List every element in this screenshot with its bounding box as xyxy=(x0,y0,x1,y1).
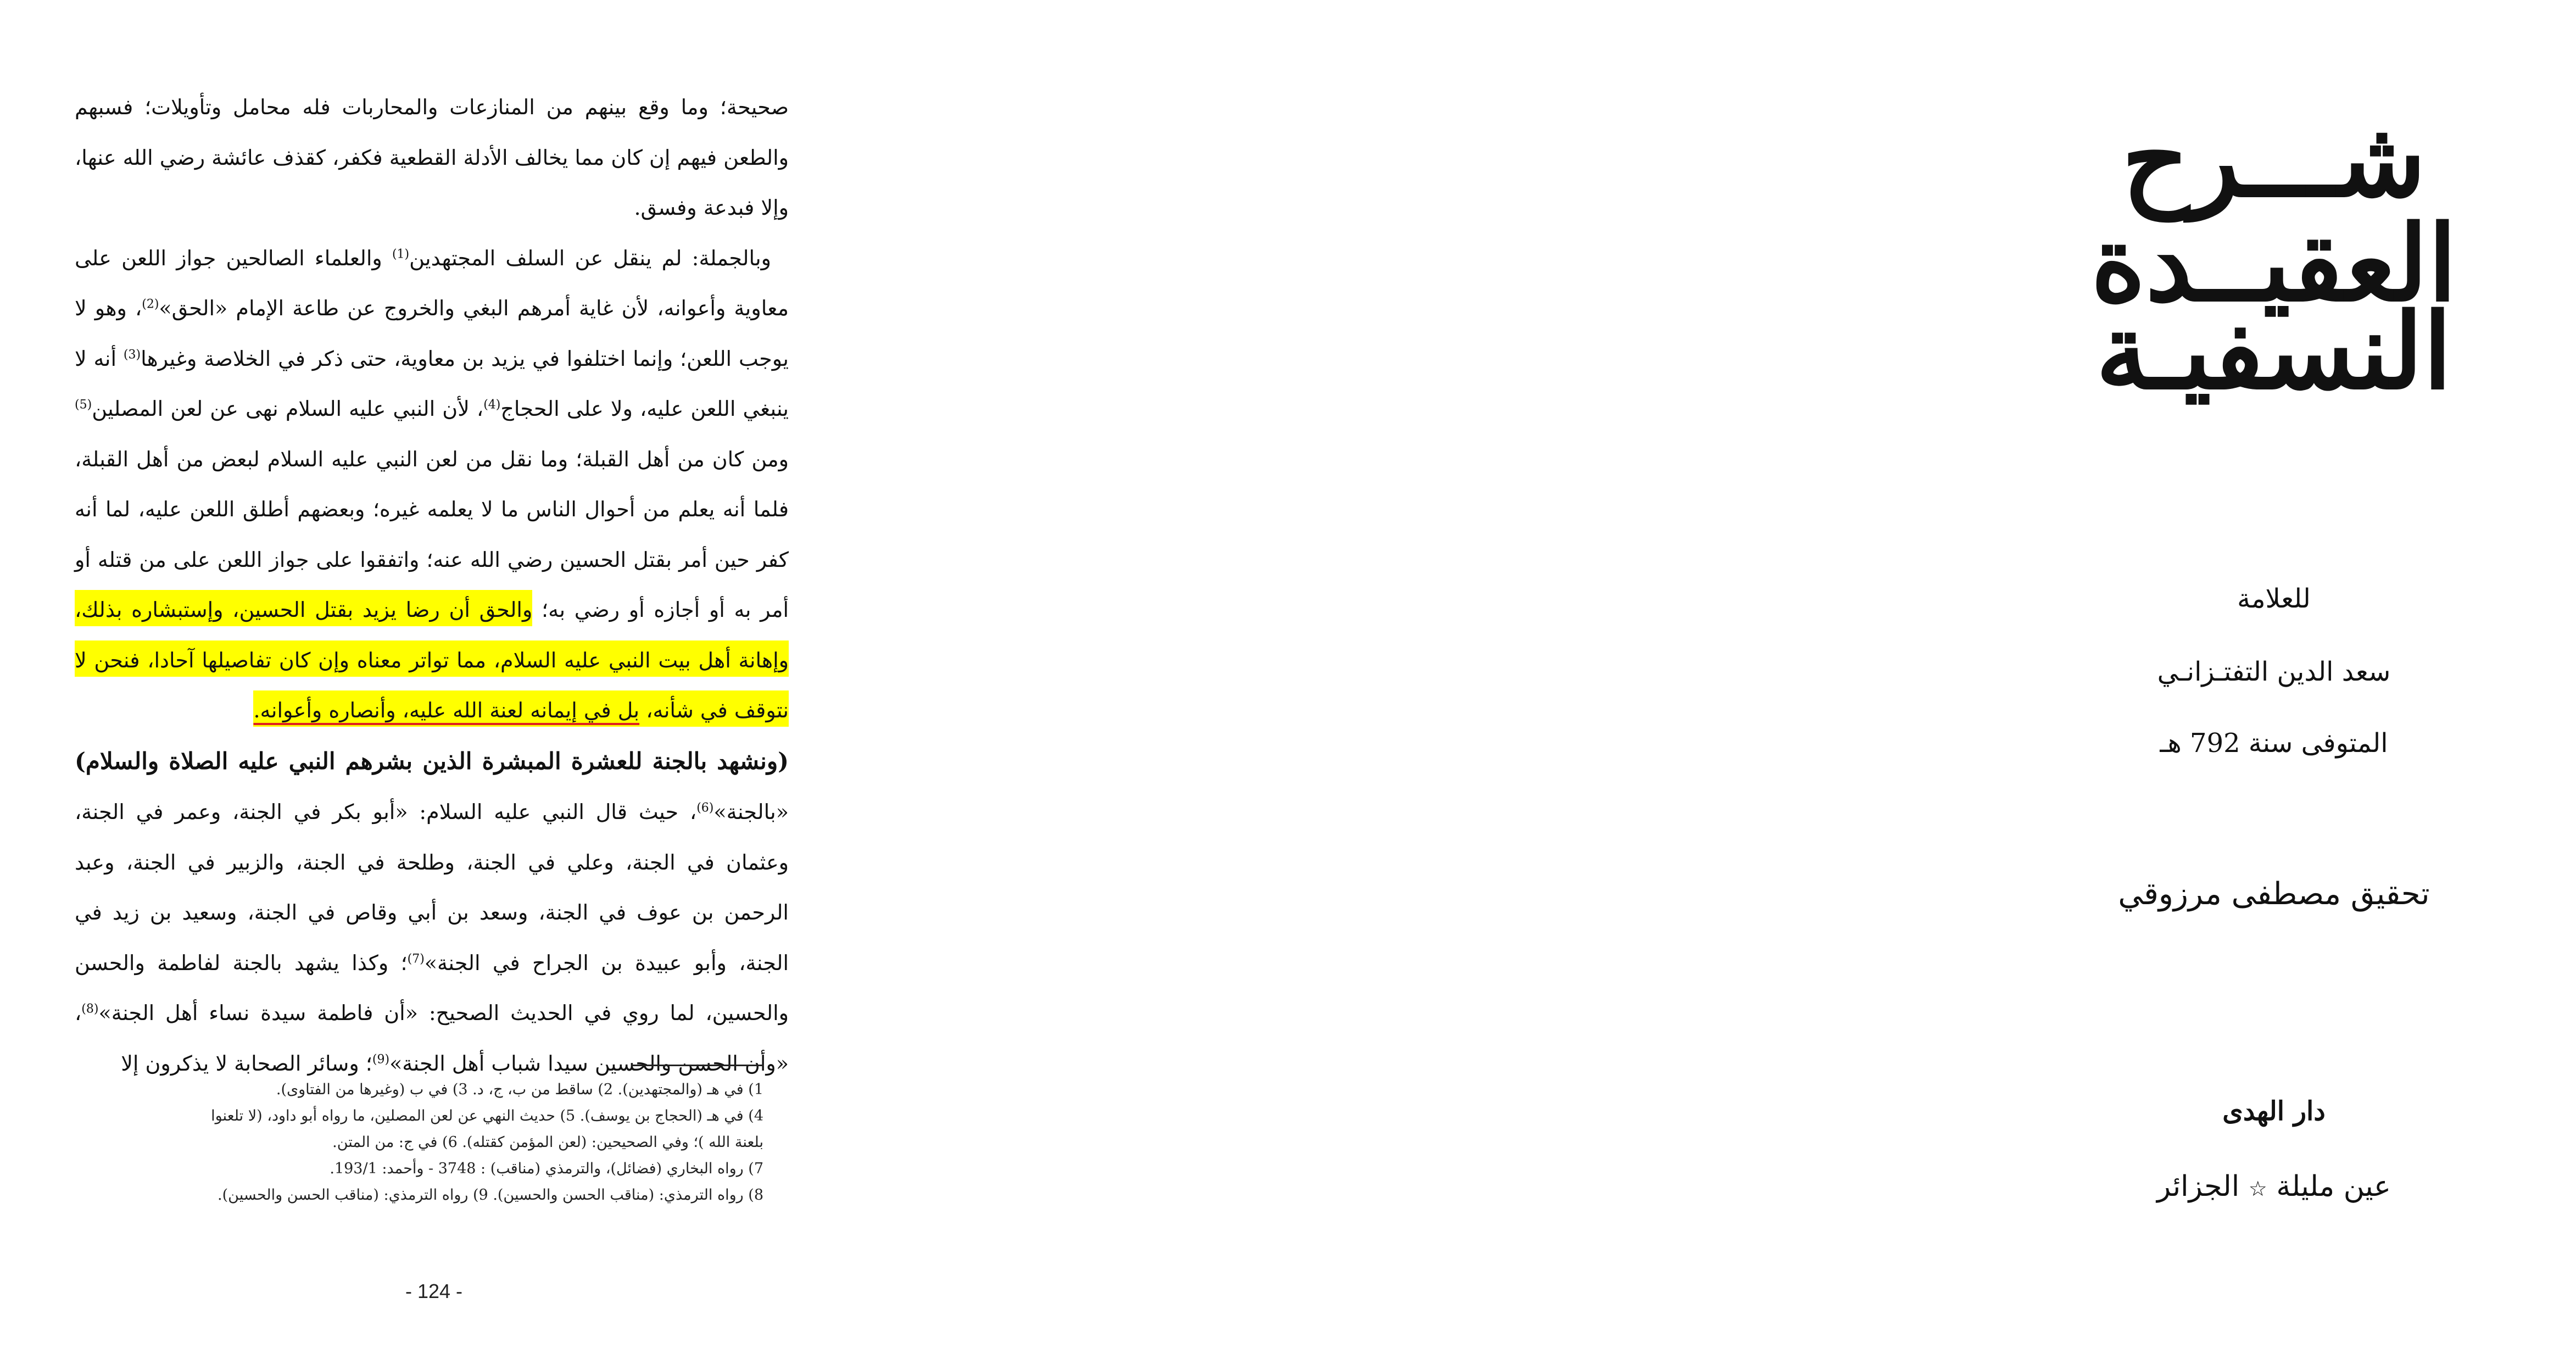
star-icon: ☆ xyxy=(2248,1177,2267,1201)
book-title-line-1: شـــرح العقيــدة xyxy=(2090,98,2457,325)
p2-text-d: أنه لا ينبغي اللعن عليه، ولا على الحجاج xyxy=(75,346,789,421)
publisher-location xyxy=(1972,1170,2576,1203)
footnote-line: 7) رواه البخاري (فضائل)، والترمذي (مناقب) : 3748 - وأحمد: 193/1. xyxy=(330,1160,763,1177)
paragraph-3 xyxy=(75,736,789,1089)
p2-text-b: والعلماء الصالحين جواز اللعن على معاوية وأعوانه، لأن غاية أمرهم البغي والخروج عن طاعة الإمام «الحق» xyxy=(75,246,789,320)
publisher-name: دار الهدى xyxy=(2222,1096,2326,1127)
underlined-text: بل في إيمانه لعنة الله عليه، وأنصاره وأعوانه. xyxy=(253,698,640,722)
footnote-ref-8: (8) xyxy=(81,1002,99,1016)
footnote-ref-2: (2) xyxy=(142,297,159,311)
p3-text-d: ، «وأن الحسن والحسين سيدا شباب أهل الجنة» xyxy=(75,1001,789,1076)
author-name: سعد الدين التفتـزانـي xyxy=(2157,656,2391,687)
p3-text-a: «بالجنة» xyxy=(713,800,789,824)
p2-text-a: وبالجملة: لم ينقل عن السلف المجتهدين xyxy=(409,246,772,270)
author-death-year: المتوفى سنة 792 هـ xyxy=(2160,728,2388,759)
left-page xyxy=(0,0,901,1348)
footnote-rule xyxy=(632,1065,763,1066)
p3-text-c: ؛ وكذا يشهد بالجنة لفاطمة والحسن والحسين، لما روي في الحديث الصحيح: «أن فاطمة سيدة نساء أهل الجنة» xyxy=(75,950,789,1025)
footnote-ref-4: (4) xyxy=(483,398,501,412)
highlight-text: والحق أن رضا يزيد بقتل الحسين، وإستبشاره بذلك، وإهانة أهل بيت النبي عليه السلام، مما تواتر معناه وإن كان تفاصيلها آحادا، فنحن لا نتوقف في شأنه، xyxy=(75,598,789,722)
book-title-line-2: النسفيـة xyxy=(2095,290,2452,413)
footnote-ref-7: (7) xyxy=(407,951,425,966)
place-city: عين مليلة xyxy=(2276,1170,2391,1203)
matn-bold-text: (ونشهد بالجنة للعشرة المبشرة الذين بشرهم النبي عليه الصلاة والسلام) xyxy=(75,747,789,775)
main-text xyxy=(75,82,789,1089)
footnote-ref-6: (6) xyxy=(696,801,714,815)
footnote-ref-5: (5) xyxy=(75,398,92,412)
footnote-line: 4) في هـ (الحجاج بن يوسف). 5) حديث النهي عن لعن المصلين، ما رواه أبو داود، (لا تلعنوا xyxy=(211,1107,763,1124)
p2-text-e: ، لأن النبي عليه السلام نهى عن لعن المصلين xyxy=(92,397,484,421)
p2-text-f: ومن كان من أهل القبلة؛ وما نقل من لعن النبي عليه السلام لبعض من أهل القبلة، فلما أنه يعلم من أحوال الناس ما لا يعلمه غيره؛ وبعضهم أطلق اللعن عليه، لما أنه كفر حين أمر بقتل الحسين رضي الله عنه؛ واتفقوا على جواز اللعن على من قتله أو أمر به أو أجازه أو رضي به؛ xyxy=(75,447,789,622)
p3-text-b: ، حيث قال النبي عليه السلام: «أبو بكر في الجنة، وعمر في الجنة، وعثمان في الجنة، وعلي في الجنة، وطلحة في الجنة، والزبير في الجنة، وعبد الرحمن بن عوف في الجنة، وسعد بن أبي وقاص في الجنة، وسعيد بن زيد في الجنة، وأبو عبيدة بن الجراح في الجنة» xyxy=(75,800,789,975)
editor-credit: تحقيق مصطفى مرزوقي xyxy=(2118,876,2430,912)
footnote-ref-9: (9) xyxy=(372,1052,390,1066)
footnote-line: بلعنة الله )؛ وفي الصحيحين: (لعن المؤمن كقتله). 6) في ج: من المتن. xyxy=(332,1134,763,1151)
p3-text-e: ؛ وسائر الصحابة لا يذكرون إلا xyxy=(121,1051,372,1076)
paragraph-2 xyxy=(75,233,789,736)
page-number: - 124 - xyxy=(405,1280,463,1302)
author-prefix: للعلامة xyxy=(2237,583,2311,614)
footnote-ref-1: (1) xyxy=(392,247,410,261)
footnote-line: 1) في هـ (والمجتهدين). 2) ساقط من ب، ج، د. 3) في ب (وغيرها من الفتاوى). xyxy=(276,1081,763,1098)
place-country: الجزائر xyxy=(2157,1170,2240,1203)
p2-text-c: ، وهو لا يوجب اللعن؛ وإنما اختلفوا في يزيد بن معاوية، حتى ذكر في الخلاصة وغيرها xyxy=(75,296,789,371)
footnotes xyxy=(60,1077,763,1208)
paragraph-1: صحيحة؛ وما وقع بينهم من المنازعات والمحاربات فله محامل وتأويلات؛ فسبهم والطعن فيهم إن كان مما يخالف الأدلة القطعية فكفر، كقذف عائشة رضي الله عنها، وإلا فبدعة وفسق. xyxy=(75,95,789,220)
footnote-line: 8) رواه الترمذي: (مناقب الحسن والحسين). 9) رواه الترمذي: (مناقب الحسن والحسين). xyxy=(218,1187,763,1204)
title-page xyxy=(901,0,2457,1348)
footnote-ref-3: (3) xyxy=(123,347,141,361)
